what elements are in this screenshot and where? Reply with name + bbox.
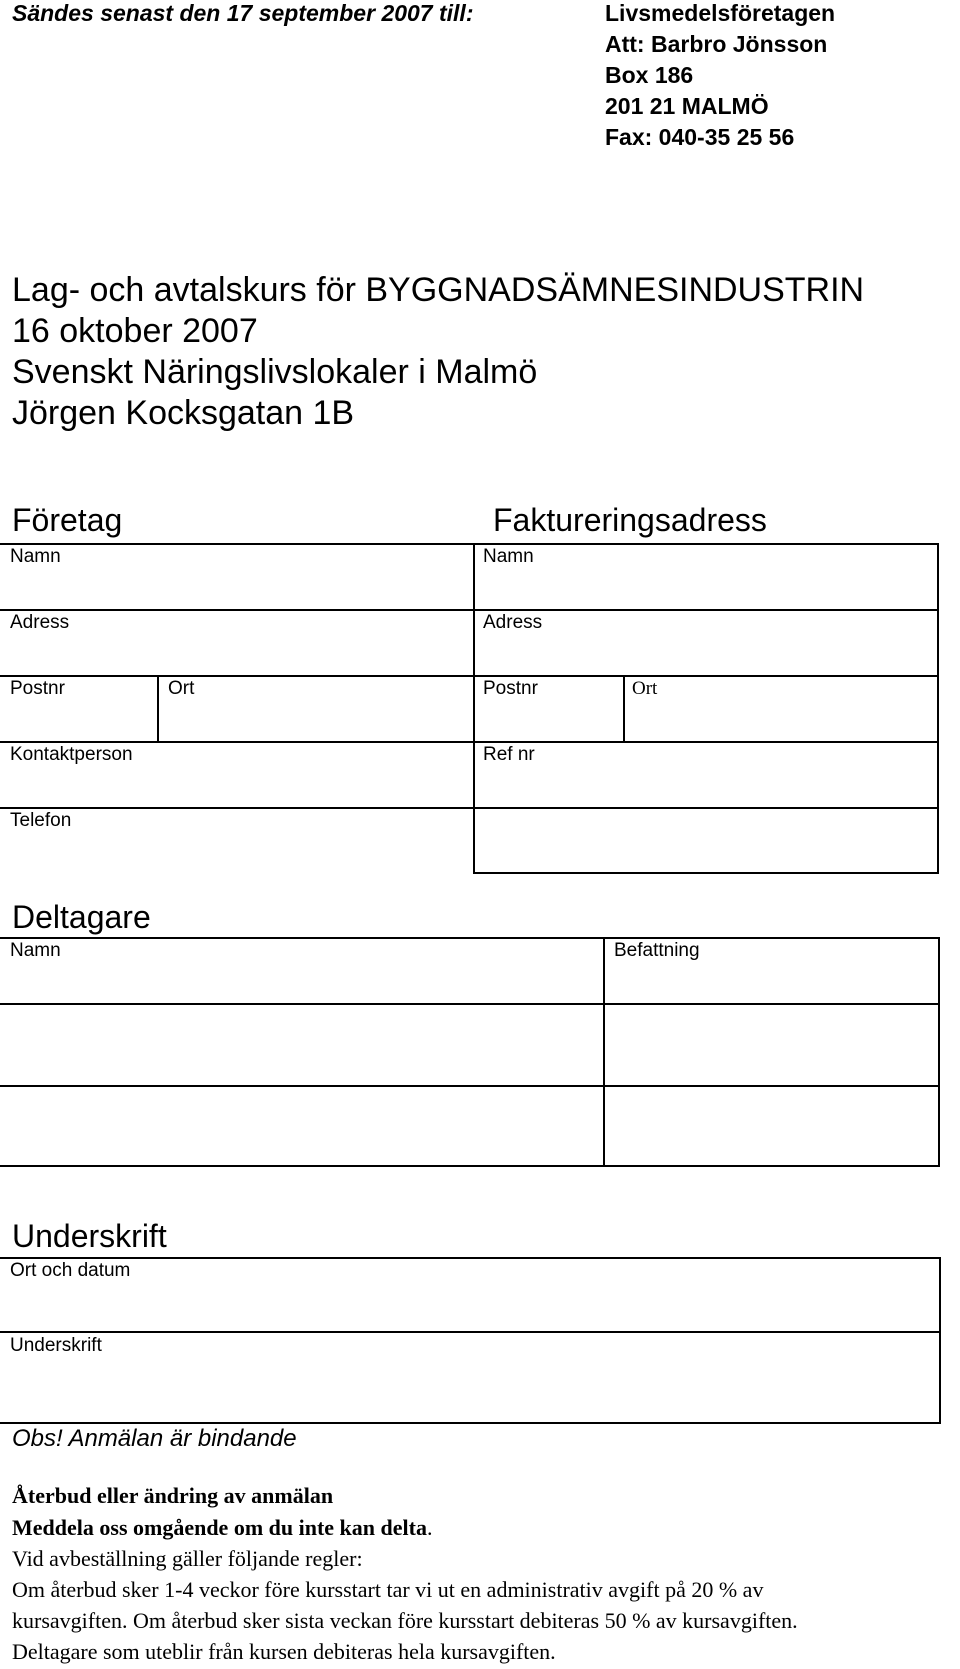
rule1-line1: Om återbud sker 1-4 veckor före kursstart tar vi ut en administrativ avgift på 20 % av	[12, 1577, 764, 1602]
rule2: Deltagare som uteblir från kursen debiteras hela kursavgiften.	[12, 1639, 556, 1664]
recipient-org: Livsmedelsföretagen	[605, 0, 836, 26]
deadline-text: Sändes senast den 17 september 2007 till:	[12, 0, 474, 26]
inform-line	[12, 1515, 432, 1541]
company-name-field[interactable]: Namn	[10, 546, 61, 567]
participant-name-cell[interactable]	[0, 1005, 603, 1085]
place-date-field[interactable]: Ort och datum	[10, 1260, 131, 1281]
billing-postnr-field[interactable]: Postnr	[483, 678, 538, 699]
company-address-field[interactable]: Adress	[10, 612, 70, 633]
recipient-box: Box 186	[605, 62, 694, 88]
course-date: 16 oktober 2007	[12, 312, 258, 350]
company-phone-field[interactable]: Telefon	[10, 810, 72, 831]
participants-heading: Deltagare	[12, 899, 151, 935]
participant-title-cell[interactable]	[605, 1005, 938, 1085]
participant-name-cell[interactable]	[0, 1087, 603, 1165]
course-venue: Svenskt Näringslivslokaler i Malmö	[12, 353, 538, 391]
participant-title-field[interactable]: Befattning	[614, 940, 700, 961]
recipient-att: Att: Barbro Jönsson	[605, 31, 828, 57]
inform-text: Meddela oss omgående om du inte kan delta	[12, 1515, 427, 1540]
course-street: Jörgen Kocksgatan 1B	[12, 394, 355, 432]
recipient-postal: 201 21 MALMÖ	[605, 93, 769, 119]
billing-ort-field[interactable]: Ort	[632, 678, 658, 699]
billing-address-field[interactable]: Adress	[483, 612, 543, 633]
inform-period: .	[426, 1515, 433, 1540]
rule1-line2: kursavgiften. Om återbud sker sista veckan före kursstart debiteras 50 % av kursavgiften.	[12, 1608, 798, 1633]
binding-notice: Obs! Anmälan är bindande	[12, 1425, 297, 1452]
billing-ref-field[interactable]: Ref nr	[483, 744, 535, 765]
course-title: Lag- och avtalskurs för BYGGNADSÄMNESINDUSTRIN	[12, 271, 865, 309]
signature-heading: Underskrift	[12, 1218, 167, 1254]
recipient-fax: Fax: 040-35 25 56	[605, 124, 795, 150]
signature-field[interactable]: Underskrift	[10, 1335, 102, 1356]
cancel-heading: Återbud eller ändring av anmälan	[12, 1483, 334, 1508]
billing-name-field[interactable]: Namn	[483, 546, 534, 567]
company-ort-field[interactable]: Ort	[168, 678, 195, 699]
billing-heading: Faktureringsadress	[493, 502, 767, 538]
rules-intro: Vid avbeställning gäller följande regler:	[12, 1546, 363, 1571]
company-heading: Företag	[12, 502, 123, 538]
participant-name-field[interactable]: Namn	[10, 940, 61, 961]
company-contact-field[interactable]: Kontaktperson	[10, 744, 133, 765]
participant-title-cell[interactable]	[605, 1087, 938, 1165]
company-postnr-field[interactable]: Postnr	[10, 678, 65, 699]
